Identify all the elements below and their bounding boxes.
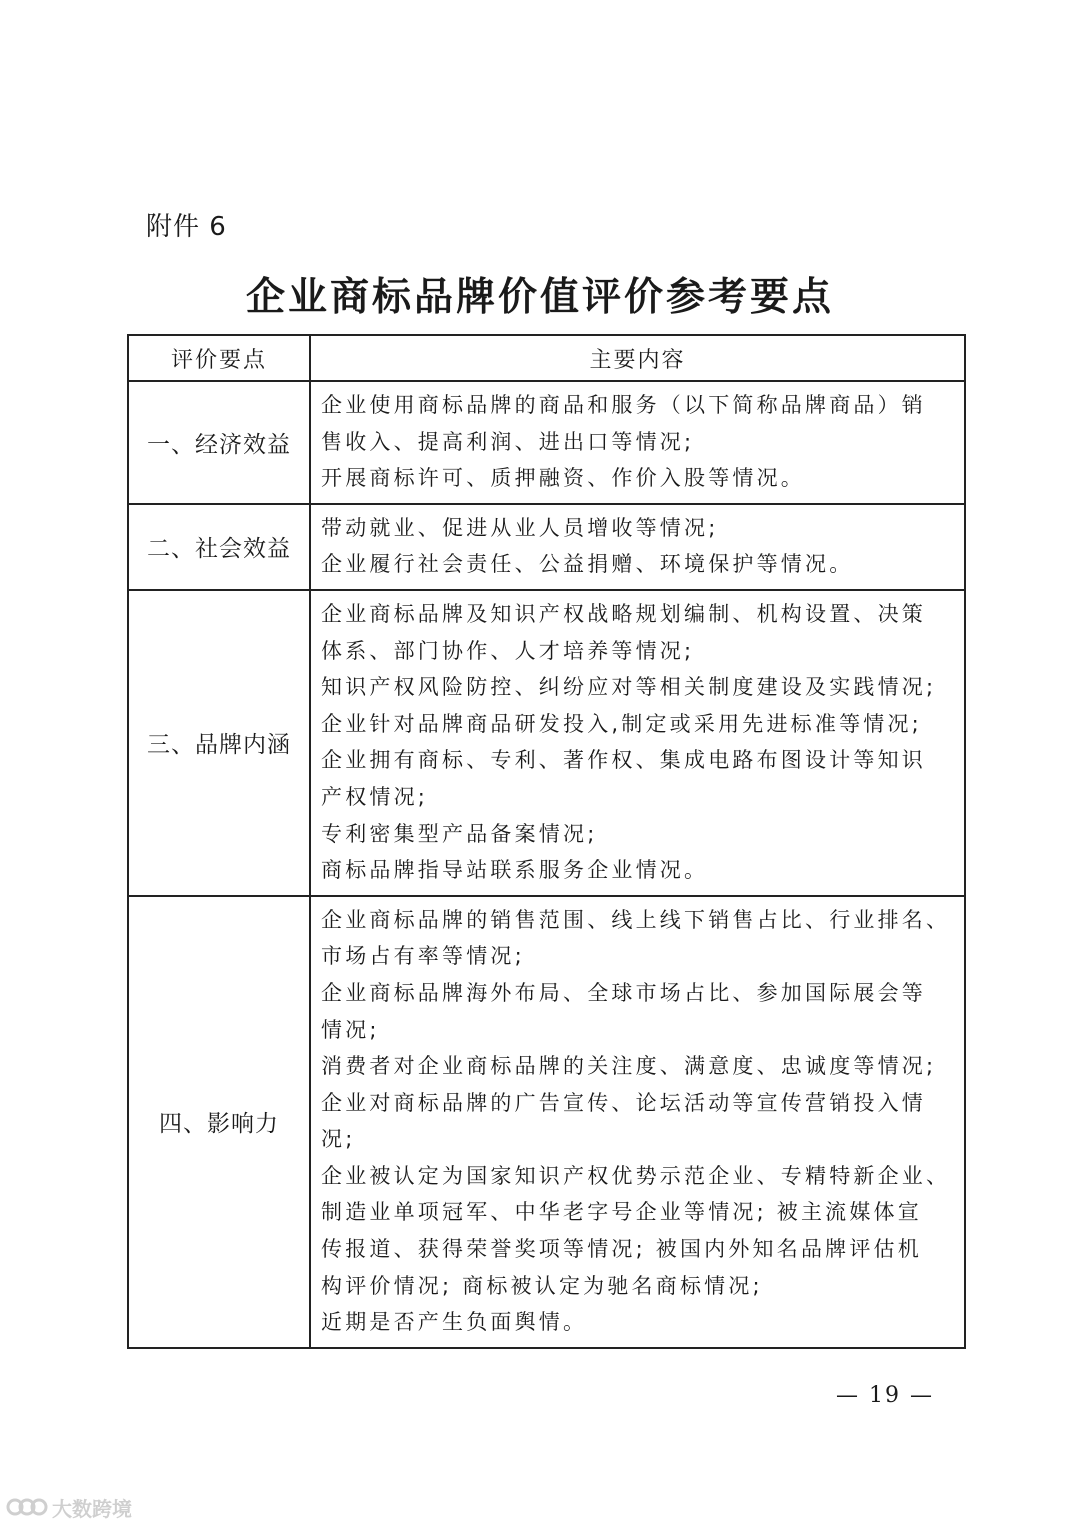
content-line: 专利密集型产品备案情况; (321, 821, 598, 846)
page-title: 企业商标品牌价值评价参考要点 (245, 274, 834, 320)
watermark (6, 1493, 132, 1521)
content-line: 企业商标品牌海外布局、全球市场占比、参加国际展会等 (321, 980, 926, 1005)
page-number: — 19 — (836, 1383, 934, 1408)
watermark-logo-icon (6, 1496, 48, 1518)
table-row (128, 896, 965, 1348)
table-row (128, 504, 965, 590)
row-content-brand (310, 590, 965, 896)
content-line: 企业被认定为国家知识产权优势示范企业、专精特新企业、 (321, 1163, 951, 1188)
content-line: 情况; (321, 1017, 380, 1042)
row-content-influence (310, 896, 965, 1348)
table-row (128, 381, 965, 504)
row-category-influence: 四、影响力 (128, 896, 310, 1348)
table-row (128, 590, 965, 896)
content-line: 构评价情况; 商标被认定为驰名商标情况; (321, 1273, 763, 1298)
content-line: 商标品牌指导站联系服务企业情况。 (321, 858, 709, 883)
content-line: 企业针对品牌商品研发投入,制定或采用先进标准等情况; (321, 711, 922, 736)
row-content-social (310, 504, 965, 590)
content-line: 产权情况; (321, 784, 429, 809)
content-line: 况; (321, 1127, 356, 1152)
attachment-label: 附件 6 (146, 212, 227, 242)
content-line: 传报道、获得荣誉奖项等情况; 被国内外知名品牌评估机 (321, 1237, 922, 1262)
row-content-economic (310, 381, 965, 504)
content-line: 企业商标品牌及知识产权战略规划编制、机构设置、决策 (321, 601, 926, 626)
content-line: 知识产权风险防控、纠纷应对等相关制度建设及实践情况; (321, 675, 937, 700)
column-header-evaluation-points: 评价要点 (128, 335, 310, 381)
content-line: 近期是否产生负面舆情。 (321, 1310, 588, 1335)
content-line: 市场占有率等情况; (321, 944, 525, 969)
content-line: 企业履行社会责任、公益捐赠、环境保护等情况。 (321, 552, 854, 577)
content-line: 企业对商标品牌的广告宣传、论坛活动等宣传营销投入情 (321, 1090, 926, 1115)
content-line: 开展商标许可、质押融资、作价入股等情况。 (321, 466, 805, 491)
content-line: 企业拥有商标、专利、著作权、集成电路布图设计等知识 (321, 748, 926, 773)
content-line: 体系、部门协作、人才培养等情况; (321, 638, 695, 663)
row-category-economic: 一、经济效益 (128, 381, 310, 504)
row-category-brand: 三、品牌内涵 (128, 590, 310, 896)
content-line: 企业使用商标品牌的商品和服务（以下简称品牌商品）销 (321, 393, 926, 417)
content-line: 企业商标品牌的销售范围、线上线下销售占比、行业排名、 (321, 907, 951, 932)
content-line: 制造业单项冠军、中华老字号企业等情况; 被主流媒体宣 (321, 1200, 922, 1225)
content-line: 带动就业、促进从业人员增收等情况; (321, 515, 719, 540)
content-line: 消费者对企业商标品牌的关注度、满意度、忠诚度等情况; (321, 1054, 937, 1079)
evaluation-table (127, 334, 966, 1349)
column-header-main-content: 主要内容 (310, 335, 965, 381)
watermark-text: 大数跨境 (52, 1496, 132, 1521)
content-line: 售收入、提高利润、进出口等情况; (321, 429, 695, 454)
row-category-social: 二、社会效益 (128, 504, 310, 590)
